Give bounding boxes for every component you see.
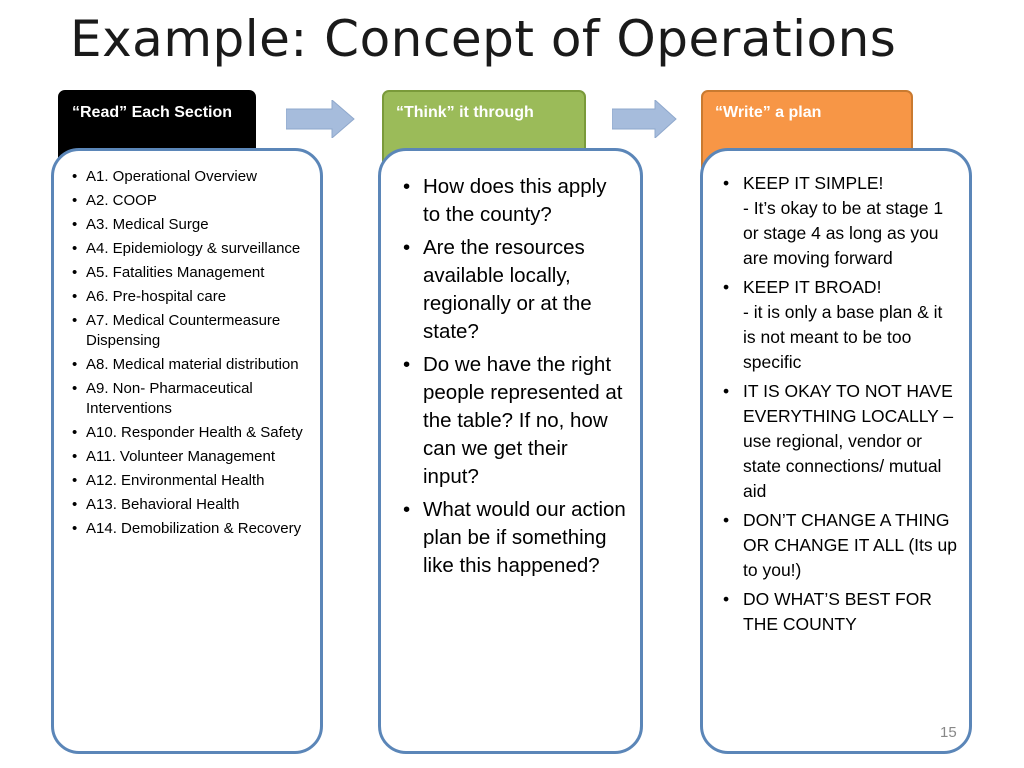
step-label-write: “Write” a plan	[715, 104, 822, 121]
list-item: • A9. Non- Pharmaceutical Interventions	[72, 379, 306, 419]
list-item: • A2. COOP	[72, 191, 306, 211]
item-sub-text: - it is only a base plan & it is not meant to be too specific	[743, 302, 943, 372]
right-arrow-icon	[612, 100, 678, 138]
list-item: • A12. Environmental Health	[72, 471, 306, 491]
think-panel	[378, 148, 643, 754]
list-item	[723, 587, 959, 637]
list-item	[723, 508, 959, 583]
list-item: • A8. Medical material distribution	[72, 355, 306, 375]
list-item	[723, 379, 959, 504]
list-item: • How does this apply to the county?	[403, 173, 626, 229]
slide-title: Example: Concept of Operations	[70, 10, 897, 68]
step-label-read: “Read” Each Section	[72, 104, 233, 121]
right-arrow-icon	[286, 100, 356, 138]
list-item: • A13. Behavioral Health	[72, 495, 306, 515]
item-main-text: • DON’T CHANGE A THING OR CHANGE IT ALL (Its up to you!)	[743, 510, 957, 580]
item-main-text: • KEEP IT SIMPLE!	[743, 173, 884, 193]
list-item	[723, 171, 959, 271]
list-item: • What would our action plan be if something like this happened?	[403, 496, 626, 580]
list-item	[723, 275, 959, 375]
list-item: • A6. Pre-hospital care	[72, 287, 306, 307]
item-sub-text: - It’s okay to be at stage 1 or stage 4 as long as you are moving forward	[743, 198, 944, 268]
item-main-text: • IT IS OKAY TO NOT HAVE EVERYTHING LOCALLY – use regional, vendor or state connections/ mutual aid	[743, 381, 954, 501]
list-item: • A5. Fatalities Management	[72, 263, 306, 283]
list-item: • Are the resources available locally, regionally or at the state?	[403, 234, 626, 346]
read-panel	[51, 148, 323, 754]
item-main-text: • DO WHAT’S BEST FOR THE COUNTY	[743, 589, 932, 634]
list-item: • A11. Volunteer Management	[72, 447, 306, 467]
write-panel	[700, 148, 972, 754]
list-item: • A7. Medical Countermeasure Dispensing	[72, 311, 306, 351]
write-items-list	[723, 171, 959, 637]
read-items-list	[72, 167, 306, 539]
list-item: • Do we have the right people represented at the table? If no, how can we get their input?	[403, 351, 626, 491]
item-main-text: • KEEP IT BROAD!	[743, 277, 882, 297]
list-item: • A3. Medical Surge	[72, 215, 306, 235]
list-item: • A14. Demobilization & Recovery	[72, 519, 306, 539]
list-item: • A10. Responder Health & Safety	[72, 423, 306, 443]
page-number: 15	[940, 724, 957, 741]
list-item: • A1. Operational Overview	[72, 167, 306, 187]
step-label-think: “Think” it through	[396, 104, 534, 121]
list-item: • A4. Epidemiology & surveillance	[72, 239, 306, 259]
think-items-list	[403, 173, 626, 580]
